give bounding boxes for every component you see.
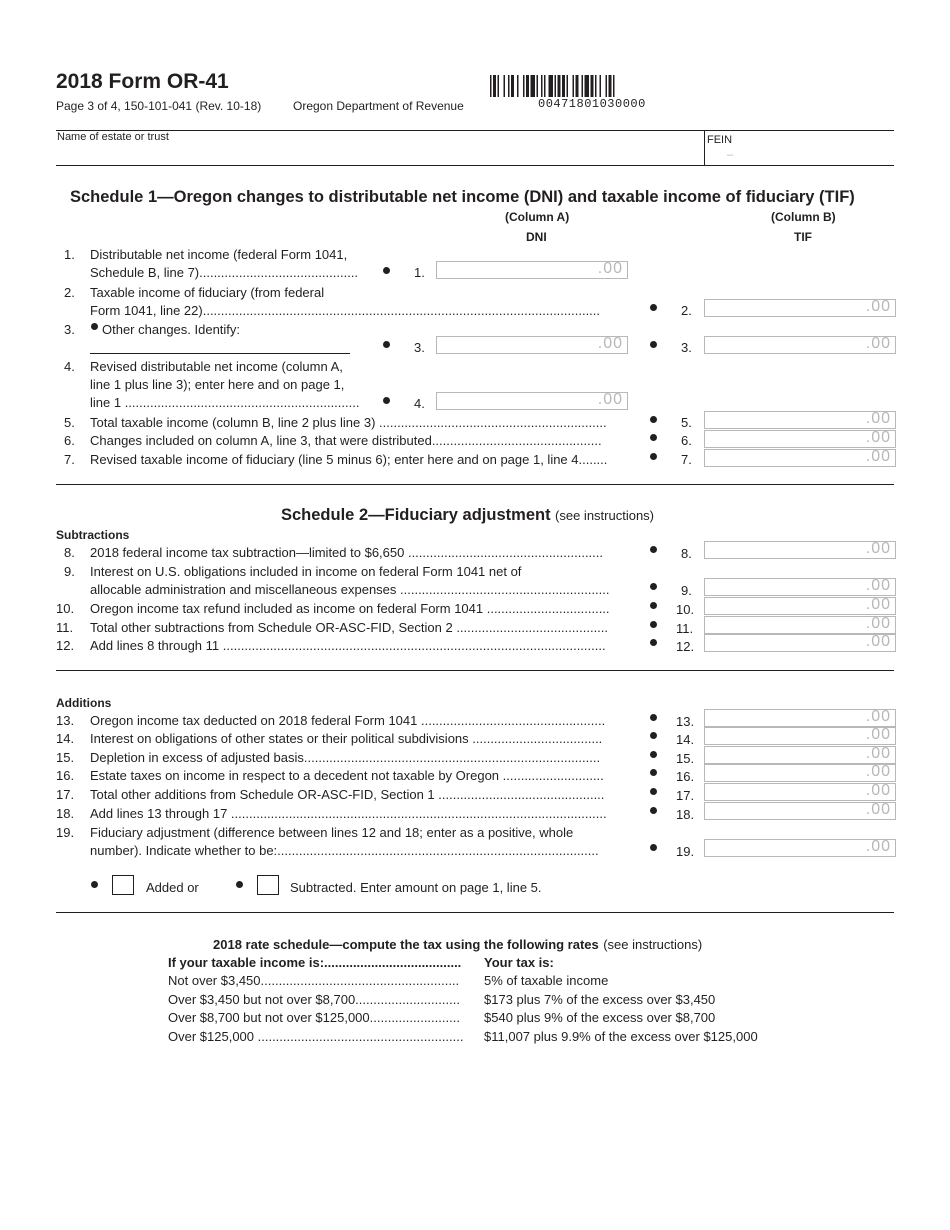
rate-row-range: Over $3,450 but not over $8,700............................. xyxy=(168,991,460,1007)
line4-label-cont2: line 1 ................................................................. xyxy=(90,395,360,410)
subtractions-end-rule xyxy=(56,670,894,671)
rate-row-tax: $11,007 plus 9.9% of the excess over $125,000 xyxy=(484,1028,758,1044)
schedule2-title: Schedule 2—Fiduciary adjustment xyxy=(281,506,551,524)
columnA-header: (Column A) xyxy=(505,210,570,224)
subtracted-label: Subtracted. Enter amount on page 1, line 5. xyxy=(290,880,542,895)
line10-field[interactable]: .00 xyxy=(704,597,896,615)
line18-bullet xyxy=(650,807,657,814)
line5-box-number: 5. xyxy=(681,415,692,430)
subtractions-heading: Subtractions xyxy=(56,528,130,542)
line2-bullet xyxy=(650,304,657,311)
line16-bullet xyxy=(650,769,657,776)
name-bottom-rule xyxy=(56,165,894,166)
line10-number: 10. xyxy=(56,601,75,616)
line8-bullet xyxy=(650,546,657,553)
schedule2-title-note: (see instructions) xyxy=(555,508,655,523)
line19-number: 19. xyxy=(56,825,75,840)
barcode-number: 00471801030000 xyxy=(538,97,646,111)
line8-label: 2018 federal income tax subtraction—limited to $6,650 ...................................................... xyxy=(90,545,603,560)
line17-field[interactable]: .00 xyxy=(704,783,896,801)
rate-row-range: Not over $3,450....................................................... xyxy=(168,973,460,988)
subtracted-bullet xyxy=(236,881,243,888)
line12-number: 12. xyxy=(56,638,75,653)
line3-bullet-B xyxy=(650,341,657,348)
line1-colA-field[interactable]: .00 xyxy=(436,261,628,279)
line17-box-number: 17. xyxy=(676,788,695,803)
line16-box-number: 16. xyxy=(676,769,695,784)
line13-field[interactable]: .00 xyxy=(704,709,896,727)
line10-bullet xyxy=(650,602,657,609)
line10-box-number: 10. xyxy=(676,602,695,617)
line2-colB-field[interactable]: .00 xyxy=(704,299,896,317)
line11-field[interactable]: .00 xyxy=(704,616,896,634)
line4-colA-field[interactable]: .00 xyxy=(436,392,628,410)
line4-box-number: 4. xyxy=(414,396,425,411)
line17-bullet xyxy=(650,788,657,795)
line13-number: 13. xyxy=(56,713,75,728)
line15-field[interactable]: .00 xyxy=(704,746,896,764)
line13-box-number: 13. xyxy=(676,714,695,729)
line10-label: Oregon income tax refund included as income on federal Form 1041 .................................. xyxy=(90,601,610,616)
line4-label: Revised distributable net income (column A, xyxy=(90,359,343,374)
line1-number: 1. xyxy=(64,247,75,262)
rate-schedule-title-wrap xyxy=(213,936,702,954)
line9-box-number: 9. xyxy=(681,583,692,598)
line13-label: Oregon income tax deducted on 2018 federal Form 1041 ................................................... xyxy=(90,713,606,728)
line16-field[interactable]: .00 xyxy=(704,764,896,782)
line19-field[interactable]: .00 xyxy=(704,839,896,857)
line16-label: Estate taxes on income in respect to a decedent not taxable by Oregon ............................ xyxy=(90,768,604,783)
line15-box-number: 15. xyxy=(676,751,695,766)
line9-label-cont: allocable administration and miscellaneous expenses .......................................................... xyxy=(90,582,610,597)
line3-bullet-A xyxy=(383,341,390,348)
rate-row-tax: $540 plus 9% of the excess over $8,700 xyxy=(484,1010,716,1025)
estate-name-field[interactable] xyxy=(56,131,704,165)
fein-label: FEIN xyxy=(707,134,733,146)
line8-number: 8. xyxy=(64,545,75,560)
rate-header-right: Your tax is: xyxy=(484,955,554,970)
line3-number: 3. xyxy=(64,322,75,337)
line1-box-number: 1. xyxy=(414,265,425,280)
line18-number: 18. xyxy=(56,806,75,821)
line6-colB-field[interactable]: .00 xyxy=(704,430,896,448)
added-checkbox[interactable] xyxy=(112,875,134,895)
line1-label: Distributable net income (federal Form 1041, xyxy=(90,247,348,262)
line9-number: 9. xyxy=(64,564,75,579)
line15-label: Depletion in excess of adjusted basis.................................................................................. xyxy=(90,750,601,765)
fein-divider xyxy=(704,130,705,166)
line6-number: 6. xyxy=(64,433,75,448)
rate-row-tax: 5% of taxable income xyxy=(484,973,609,988)
line3-boxB-number: 3. xyxy=(681,340,692,355)
line3-colB-field[interactable]: .00 xyxy=(704,336,896,354)
line2-number: 2. xyxy=(64,285,75,300)
line18-label: Add lines 13 through 17 ........................................................................................................ xyxy=(90,806,607,821)
line11-number: 11. xyxy=(56,620,74,635)
line1-bullet xyxy=(383,267,390,274)
columnA-subheader: DNI xyxy=(526,230,547,244)
line2-box-number: 2. xyxy=(681,303,692,318)
line5-number: 5. xyxy=(64,415,75,430)
line14-bullet xyxy=(650,732,657,739)
line8-box-number: 8. xyxy=(681,546,692,561)
schedule1-end-rule xyxy=(56,484,894,485)
line3-identify-field[interactable] xyxy=(90,337,350,354)
subtracted-checkbox[interactable] xyxy=(257,875,279,895)
line11-box-number: 11. xyxy=(676,621,694,636)
form-subtitle: Page 3 of 4, 150-101-041 (Rev. 10-18) xyxy=(56,99,262,113)
barcode-image xyxy=(490,75,704,99)
line7-label: Revised taxable income of fiduciary (line 5 minus 6); enter here and on page 1, line 4........ xyxy=(90,452,608,467)
line2-label-cont: Form 1041, line 22).............................................................................................................. xyxy=(90,303,601,318)
line14-number: 14. xyxy=(56,731,75,746)
line12-box-number: 12. xyxy=(676,639,695,654)
line2-label: Taxable income of fiduciary (from federal xyxy=(90,285,325,300)
line11-label: Total other subtractions from Schedule OR-ASC-FID, Section 2 .......................................... xyxy=(90,620,609,635)
rate-row-range: Over $8,700 but not over $125,000......................... xyxy=(168,1010,460,1025)
line16-number: 16. xyxy=(56,768,75,783)
line3-label-bullet xyxy=(91,323,98,330)
rate-row-tax: $173 plus 7% of the excess over $3,450 xyxy=(484,991,716,1007)
line17-number: 17. xyxy=(56,787,75,802)
line9-label: Interest on U.S. obligations included in income on federal Form 1041 net of xyxy=(90,564,522,579)
added-label: Added or xyxy=(146,880,199,895)
line4-bullet xyxy=(383,397,390,404)
line12-bullet xyxy=(650,639,657,646)
fein-field[interactable]: – xyxy=(727,149,734,161)
line5-bullet xyxy=(650,416,657,423)
schedule2-title-wrap xyxy=(281,506,654,525)
line3-boxA-number: 3. xyxy=(414,340,425,355)
line12-label: Add lines 8 through 11 .......................................................................................................... xyxy=(90,638,606,653)
line18-box-number: 18. xyxy=(676,807,695,822)
form-title: 2018 Form OR-41 xyxy=(56,70,229,93)
line6-box-number: 6. xyxy=(681,433,692,448)
line18-field[interactable]: .00 xyxy=(704,802,896,820)
line19-box-number: 19. xyxy=(676,844,695,859)
rate-schedule-note: (see instructions) xyxy=(603,937,703,952)
rate-row-range: Over $125,000 ......................................................... xyxy=(168,1028,464,1044)
line19-bullet xyxy=(650,844,657,851)
line7-bullet xyxy=(650,453,657,460)
line1-label-cont: Schedule B, line 7)............................................ xyxy=(90,265,359,280)
schedule1-title: Schedule 1—Oregon changes to distributable net income (DNI) and taxable income of fiduciary (TIF) xyxy=(70,188,855,206)
rate-schedule-title: 2018 rate schedule—compute the tax using the following rates xyxy=(213,937,599,952)
line3-label: Other changes. Identify: xyxy=(102,322,241,337)
line14-label: Interest on obligations of other states or their political subdivisions .................................... xyxy=(90,731,603,746)
line15-number: 15. xyxy=(56,750,75,765)
line14-field[interactable]: .00 xyxy=(704,727,896,745)
line8-field[interactable]: .00 xyxy=(704,541,896,559)
line7-box-number: 7. xyxy=(681,452,692,467)
line19-label: Fiduciary adjustment (difference between lines 12 and 18; enter as a positive, whole xyxy=(90,825,574,840)
additions-heading: Additions xyxy=(56,696,112,710)
line14-box-number: 14. xyxy=(676,732,695,747)
name-label: Name of estate or trust xyxy=(57,131,169,143)
line6-label: Changes included on column A, line 3, that were distributed............................................... xyxy=(90,433,602,448)
line11-bullet xyxy=(650,621,657,628)
department-name: Oregon Department of Revenue xyxy=(293,99,464,113)
line9-field[interactable]: .00 xyxy=(704,578,896,596)
line15-bullet xyxy=(650,751,657,758)
line4-number: 4. xyxy=(64,359,75,374)
columnB-header: (Column B) xyxy=(771,210,836,224)
rate-header-left: If your taxable income is:...................................... xyxy=(168,955,462,970)
line13-bullet xyxy=(650,714,657,721)
line7-colB-field[interactable]: .00 xyxy=(704,449,896,467)
added-bullet xyxy=(91,881,98,888)
line19-label-cont: number). Indicate whether to be:......................................................................................... xyxy=(90,843,599,858)
line3-colA-field[interactable]: .00 xyxy=(436,336,628,354)
line12-field[interactable]: .00 xyxy=(704,634,896,652)
line5-colB-field[interactable]: .00 xyxy=(704,411,896,429)
line6-bullet xyxy=(650,434,657,441)
line7-number: 7. xyxy=(64,452,75,467)
line4-label-cont1: line 1 plus line 3); enter here and on page 1, xyxy=(90,377,345,392)
line17-label: Total other additions from Schedule OR-ASC-FID, Section 1 .............................................. xyxy=(90,787,605,802)
columnB-subheader: TIF xyxy=(794,230,812,244)
schedule2-end-rule xyxy=(56,912,894,913)
line9-bullet xyxy=(650,583,657,590)
line5-label: Total taxable income (column B, line 2 plus line 3) ............................................................... xyxy=(90,415,607,430)
